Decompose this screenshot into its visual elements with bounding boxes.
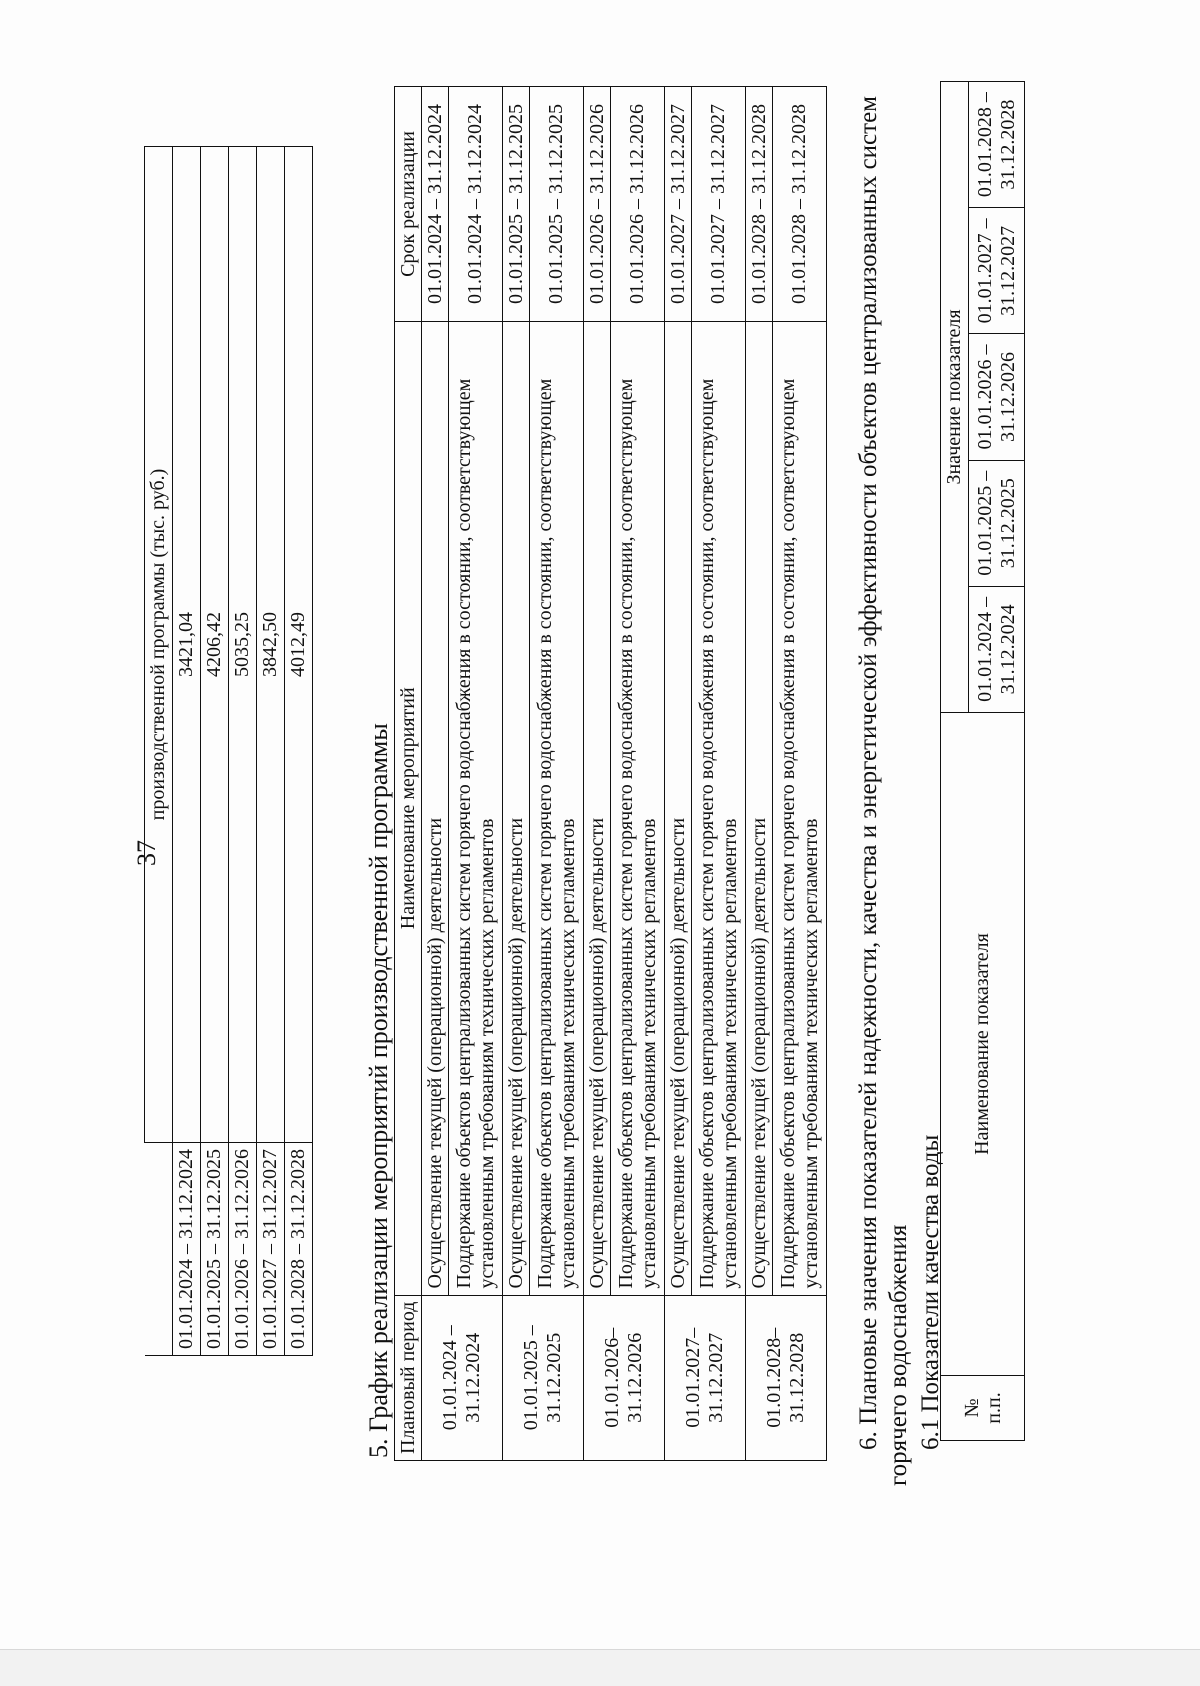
section-5-title: 5. График реализации мероприятий производственной программы [364,723,393,1458]
subsection-6-1-heading: 6.1 Показатели качества воды [917,1134,944,1450]
table-row: Поддержание объектов централизованных систем горячего водоснабжения в состоянии, соответствующем установленным требованиям технических регламентов 01.01.2027 – 31.12.2027 [692,87,746,1461]
table-row: 01.01.2027 – 31.12.2027 3842,50 [257,147,285,1356]
col-name-header: Наименование мероприятий [395,322,422,1296]
table-row: 01.01.2024 – 31.12.2024 Осуществление текущей (операционной) деятельности 01.01.2024 – 31.12.2024 [422,87,449,1461]
page-number: 37 [132,840,161,866]
table-row: 01.01.2028 – 31.12.2028 4012,49 [285,147,313,1356]
col-period-header: Плановый период [395,1295,422,1460]
group-period: 01.01.2027– 31.12.2027 [665,1295,746,1460]
cost-header-cell: производственной программы (тыс. руб.) [145,147,173,1143]
program-cost-table [144,146,313,1356]
col-value-header: Значение показателя [941,82,969,713]
period-header: 01.01.2024 – 31.12.2024 [969,586,1025,712]
period-header: 01.01.2028 – 31.12.2028 [969,82,1025,208]
group-period: 01.01.2024 – 31.12.2024 [422,1295,503,1460]
table-row: Поддержание объектов централизованных систем горячего водоснабжения в состоянии, соответствующем установленным требованиям технических регламентов 01.01.2025 – 31.12.2025 [530,87,584,1461]
table-row: Поддержание объектов централизованных систем горячего водоснабжения в состоянии, соответствующем установленным требованиям технических регламентов 01.01.2028 – 31.12.2028 [773,87,827,1461]
table-row: Поддержание объектов централизованных систем горячего водоснабжения в состоянии, соответствующем установленным требованиям технических регламентов 01.01.2026 – 31.12.2026 [611,87,665,1461]
table-row: 01.01.2025 – 31.12.2025 Осуществление текущей (операционной) деятельности 01.01.2025 – 31.12.2025 [503,87,530,1461]
group-period: 01.01.2026– 31.12.2026 [584,1295,665,1460]
table-row: 01.01.2025 – 31.12.2025 4206,42 [201,147,229,1356]
table-header-row [395,87,422,1461]
period-header: 01.01.2027 – 31.12.2027 [969,208,1025,334]
table-row: Поддержание объектов централизованных систем горячего водоснабжения в состоянии, соответствующем установленным требованиям технических регламентов 01.01.2024 – 31.12.2024 [449,87,503,1461]
water-quality-table [940,81,1025,1441]
group-period: 01.01.2028– 31.12.2028 [746,1295,827,1460]
col-indicator-header: Наименование показателя [941,713,1025,1376]
table-row: 01.01.2026 – 31.12.2026 5035,25 [229,147,257,1356]
table-row: 01.01.2027– 31.12.2027 Осуществление текущей (операционной) деятельности 01.01.2027 – 31.12.2027 [665,87,692,1461]
col-num-header: № п.п. [941,1376,1025,1441]
table-row: 01.01.2028– 31.12.2028 Осуществление текущей (операционной) деятельности 01.01.2028 – 31.12.2028 [746,87,773,1461]
period-header: 01.01.2026 – 31.12.2026 [969,334,1025,460]
section-6-heading: 6. Плановые значения показателей надежности, качества и энергетической эффективности объектов централизованных систем горячего водоснабжения [855,96,912,1486]
period-header: 01.01.2025 – 31.12.2025 [969,460,1025,586]
col-term-header: Срок реализации [395,87,422,322]
table-header-row [941,82,969,1441]
schedule-table [394,86,827,1461]
table-row: 01.01.2026– 31.12.2026 Осуществление текущей (операционной) деятельности 01.01.2026 – 31.12.2026 [584,87,611,1461]
table-row: 01.01.2024 – 31.12.2024 3421,04 [173,147,201,1356]
group-period: 01.01.2025 – 31.12.2025 [503,1295,584,1460]
